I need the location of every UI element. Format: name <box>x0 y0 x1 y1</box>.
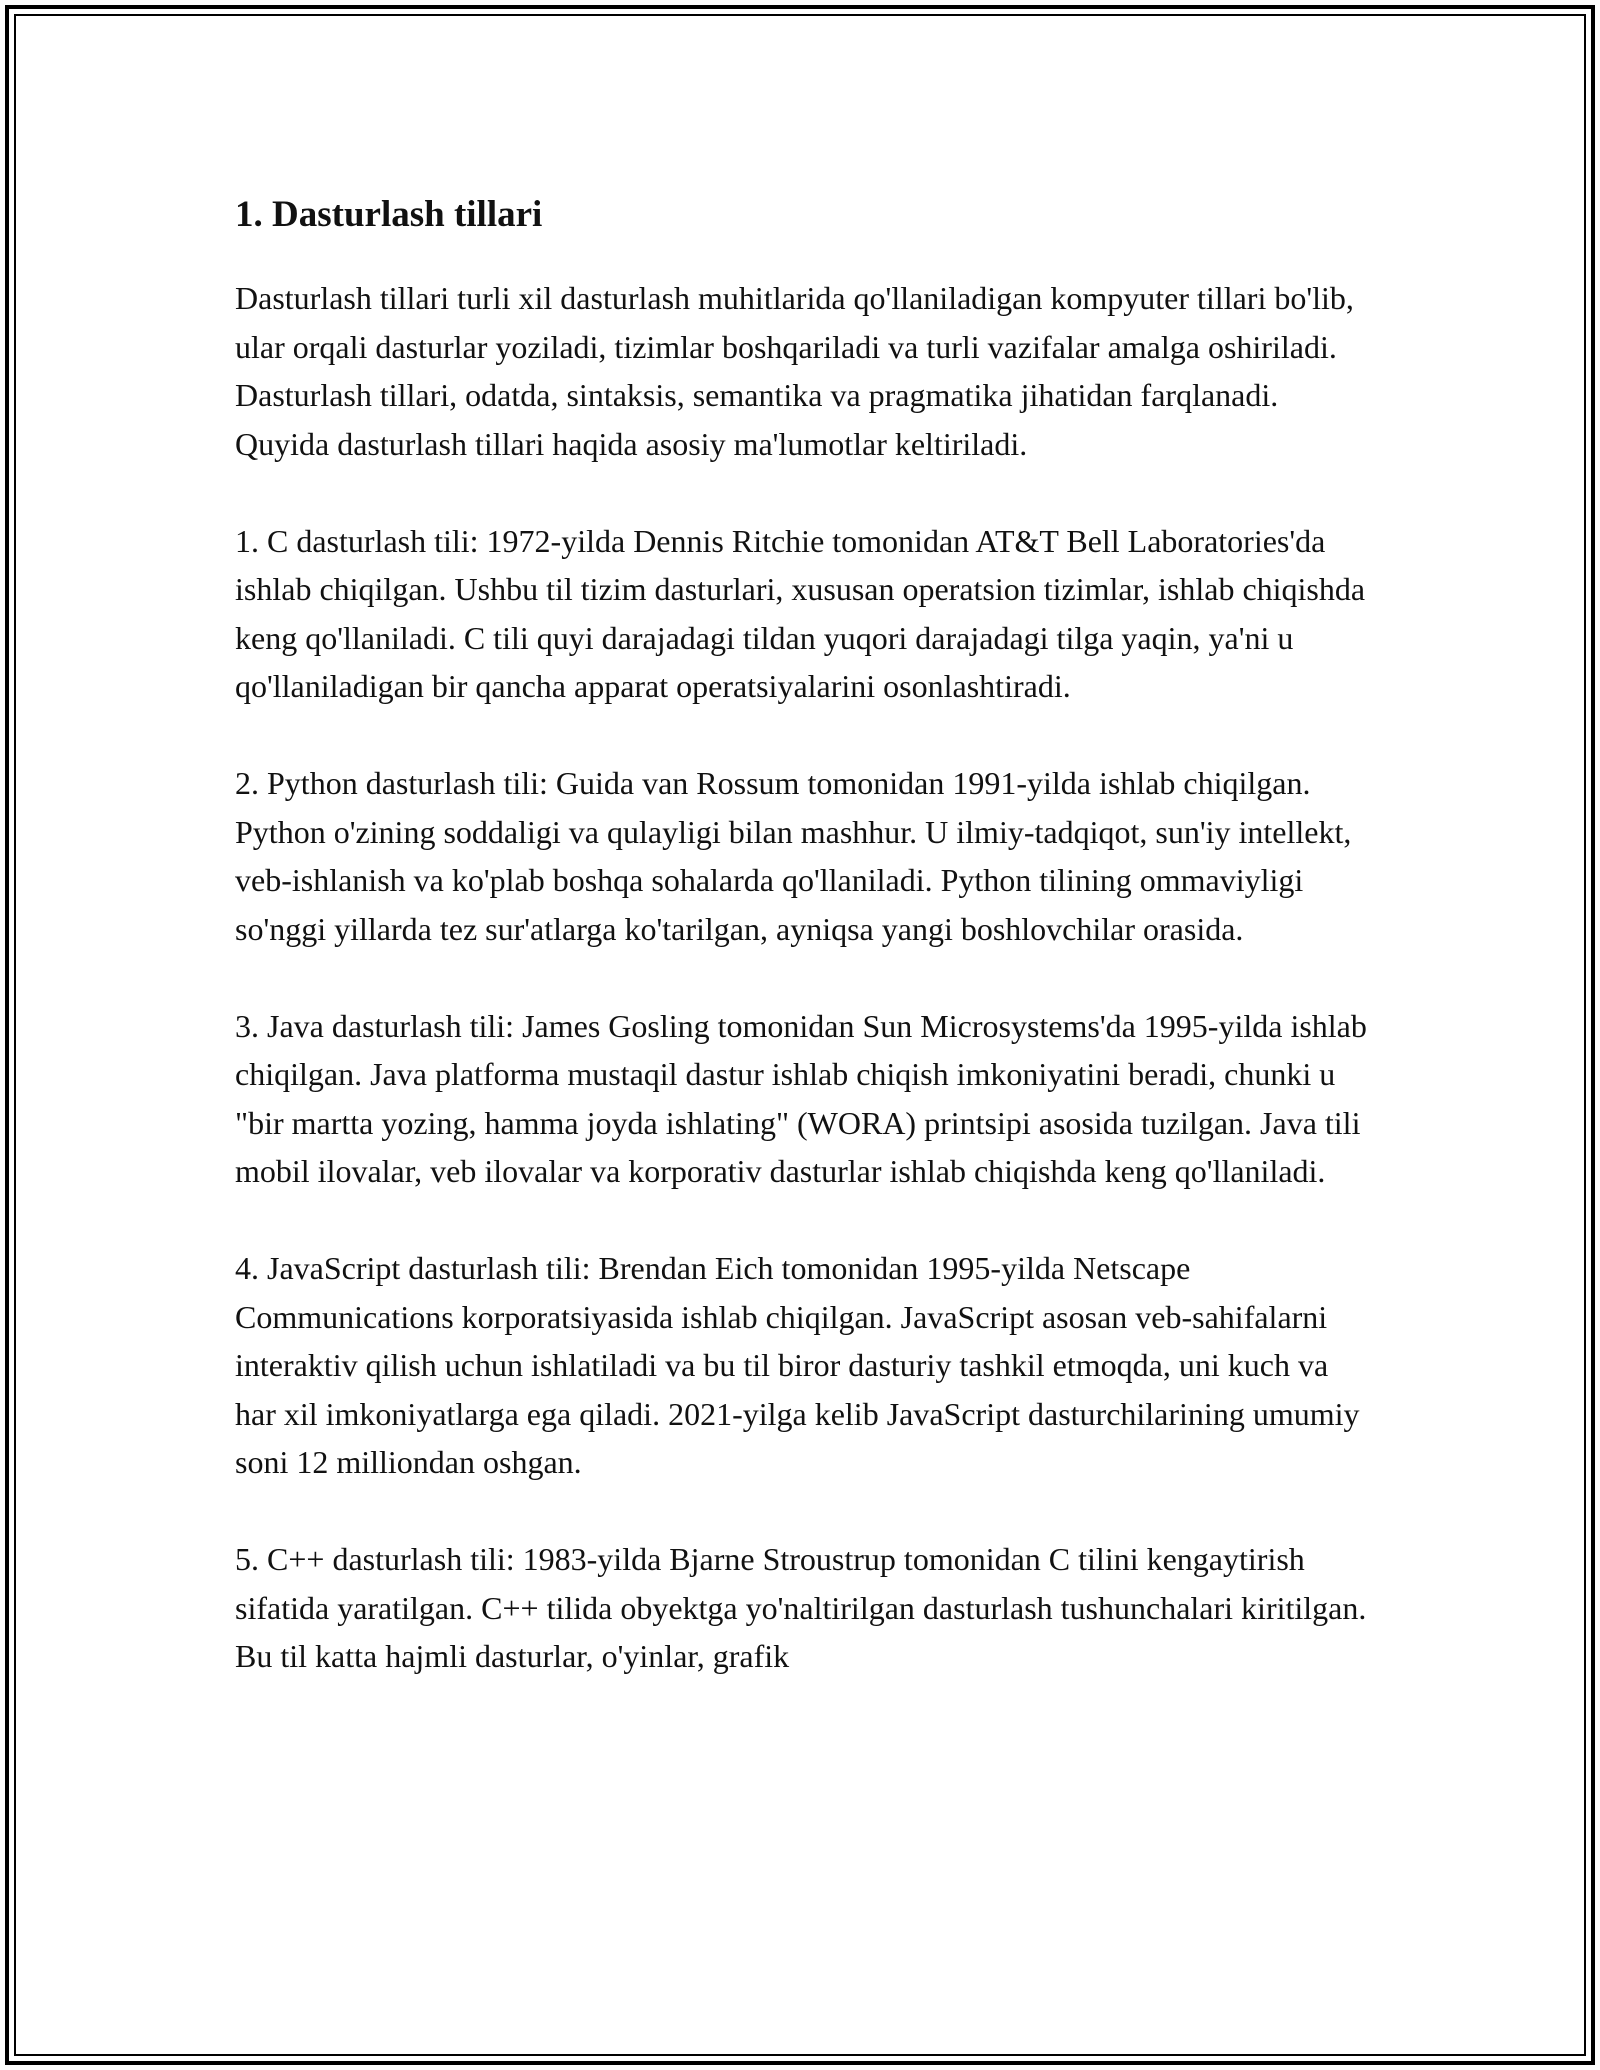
intro-paragraph: Dasturlash tillari turli xil dasturlash muhitlarida qo'llaniladigan kompyuter tillari bo'lib, ular orqali dasturlar yoziladi, tizimlar boshqariladi va turli vazifalar amalga oshiriladi. Dasturlash tillari, odatda, sintaksis, semantika va pragmatika jihatidan farqlanadi. Quyida dasturlash tillari haqida asosiy ma'lumotlar keltiriladi. <box>235 280 1354 462</box>
paragraph-c-language: 1. C dasturlash tili: 1972-yilda Dennis Ritchie tomonidan AT&T Bell Laboratories'da ishlab chiqilgan. Ushbu til tizim dasturlari, xususan operatsion tizimlar, ishlab chiqishda keng qo'llaniladi. C tili quyi darajadagi tildan yuqori darajadagi tilga yaqin, ya'ni u qo'llaniladigan bir qancha apparat operatsiyalarini osonlashtiradi. <box>235 522 1366 704</box>
document-body <box>235 186 1375 1681</box>
paragraph-python-language: 2. Python dasturlash tili: Guida van Rossum tomonidan 1991-yilda ishlab chiqilgan. Python o'zining soddaligi va qulayligi bilan mashhur. U ilmiy-tadqiqot, sun'iy intellekt, veb-ishlanish va ko'plab boshqa sohalarda qo'llaniladi. Python tilining ommaviyligi so'nggi yillarda tez sur'atlarga ko'tarilgan, ayniqsa yangi boshlovchilar orasida. <box>235 765 1352 947</box>
paragraph-java-language: 3. Java dasturlash tili: James Gosling tomonidan Sun Microsystems'da 1995-yilda ishlab chiqilgan. Java platforma mustaqil dastur ishlab chiqish imkoniyatini beradi, chunki u "bir martta yozing, hamma joyda ishlating" (WORA) printsipi asosida tuzilgan. Java tili mobil ilovalar, veb ilovalar va korporativ dasturlar ishlab chiqishda keng qo'llaniladi. <box>235 1007 1367 1189</box>
paragraph-cpp-language: 5. C++ dasturlash tili: 1983-yilda Bjarne Stroustrup tomonidan C tilini kengaytirish sifatida yaratilgan. C++ tilida obyektga yo'naltirilgan dasturlash tushunchalari kiritilgan. Bu til katta hajmli dasturlar, o'yinlar, grafik <box>235 1541 1367 1674</box>
paragraph-javascript-language: 4. JavaScript dasturlash tili: Brendan Eich tomonidan 1995-yilda Netscape Communications korporatsiyasida ishlab chiqilgan. JavaScript asosan veb-sahifalarni interaktiv qilish uchun ishlatiladi va bu til biror dasturiy tashkil etmoqda, uni kuch va har xil imkoniyatlarga ega qiladi. 2021-yilga kelib JavaScript dasturchilarining umumiy soni 12 milliondan oshgan. <box>235 1250 1360 1480</box>
section-heading: 1. Dasturlash tillari <box>235 194 543 235</box>
